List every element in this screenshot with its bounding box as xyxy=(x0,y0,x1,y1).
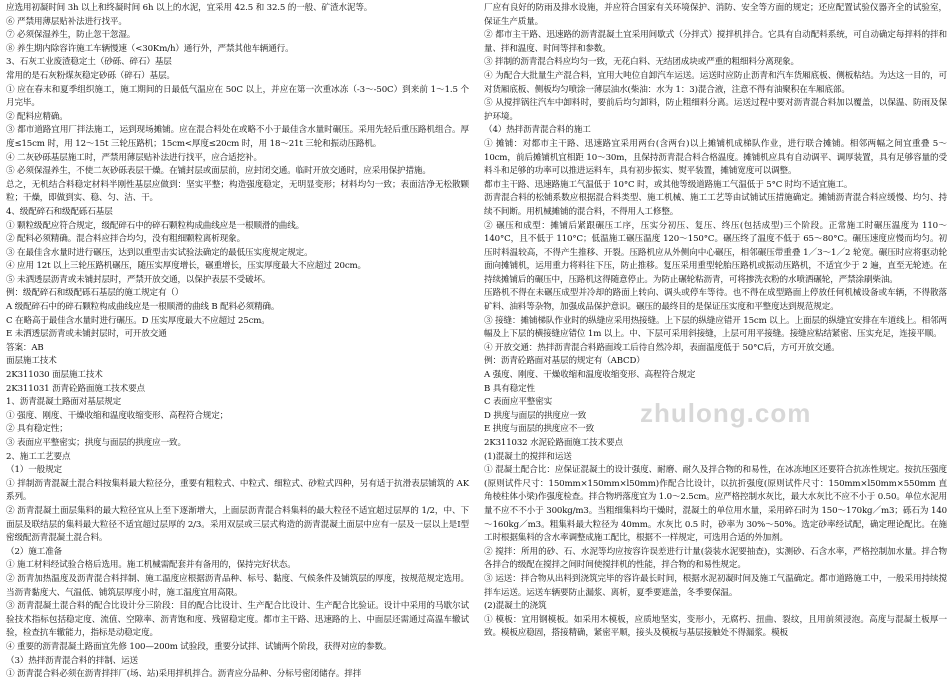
left-paragraph: 总之，无机结合料稳定材料半刚性基层应做到：坚实平整；构造强度稳定，无明显变形；材料均匀一致；表面洁净无松散颗粒；干燥，即做到实、稳、匀、洁、干。 xyxy=(6,179,469,204)
left-paragraph: （1）一般规定 xyxy=(6,465,62,476)
right-text-column xyxy=(484,2,947,670)
left-paragraph: 例：级配碎石和级配砾石基层的施工规定有（） xyxy=(6,288,184,299)
left-paragraph: 2、施工工艺要点 xyxy=(6,451,71,462)
left-paragraph: ④ 二灰砂砾基层施工时，严禁用薄层贴补法进行找平，应合适挖补。 xyxy=(6,152,262,163)
right-paragraph: ⑤ 从搅拌锅往汽车中卸料时，要前后均匀卸料，防止粗细料分离。运送过程中要对沥青混合料加以覆盖，以保温、防雨及保护环境。 xyxy=(484,98,947,122)
right-paragraph: ③ 接缝：摊铺梯队作业时的纵缝应采用热接缝。上下层的纵缝应错开 15cm 以上。上面层的纵缝宜安排在车道线上。相邻两幅及上下层的横接缝应错位 1m 以上。中、下层可采用斜接缝，上层可用平接缝。接缝应粘结紧密、压实充足，连接平顺。 xyxy=(484,315,947,340)
left-paragraph: ⑤ 未洒透层沥青或未铺封层时，严禁开放交通，以保护表层不受破坏。 xyxy=(6,274,271,285)
right-paragraph: 厂应有良好的防雨及排水设施，并应符合国家有关环境保护、消防、安全等方面的规定；还应配置试验仪器齐全的试验室，保证生产质量。 xyxy=(484,3,947,27)
left-paragraph: ① 拌制沥青混凝土混合料按集料最大粒径分，重要有粗粒式、中粒式、细粒式、砂粒式四种，另有适于抗滑表层铺筑的 AK 系列。 xyxy=(6,478,469,503)
left-paragraph: ③ 表面应平整密实；拱度与面层的拱度应一致。 xyxy=(6,438,186,448)
right-paragraph: ① 模板：宜用钢模板。如采用木模板，应质地坚实，变形小，无腐朽、扭曲、裂纹，且用前须浸泡。高度与混凝土板厚一致。模板应稳固，搭接精确，紧密平顺，接头及模板与基层接触处不得漏浆。模板 xyxy=(484,614,947,639)
left-paragraph: ③ 沥青混凝土混合料的配合比设计分三阶段：目的配合比设计、生产配合比设计、生产配合比验证。设计中采用的马歇尔试验技术指标包括稳定度、流值、空隙率、沥青饱和度、残留稳定度。都市主干路、迅速路的上、中面层还需通过高温车辙试验，检查抗车辙能力，指标是动稳定度。 xyxy=(6,601,469,639)
left-paragraph: ④ 应用 12t 以上三轮压路机碾压，随压实厚度增长，碾重增长，压实厚度最大不应超过 20cm。 xyxy=(6,261,366,272)
left-text-column xyxy=(6,2,469,680)
left-paragraph: 应选用初凝时间 3h 以上和终凝时间 6h 以上的水泥，宜采用 42.5 和 32.5 的一般、矿渣水泥等。 xyxy=(6,3,373,13)
left-paragraph: ② 沥青混凝土面层集料的最大粒径宜从上至下逐渐增大，上面层沥青混合料集料的最大粒径不适宜超过层厚的 1/2，中、下面层及联结层的集料最大粒径不适宜超过层厚的 2/3。采用双层或三层式构造的沥青混凝土面层中应有一层及一层以上是Ⅰ型密级配沥青混凝土混合料。 xyxy=(6,505,469,544)
left-paragraph: ⑤ 必须保湿养生，不使二灰砂砾表层干燥。在铺封层或面层前，应封闭交通。临时开放交通时，应采用保护措施。 xyxy=(6,166,431,177)
left-paragraph: ① 强度、刚度、干燥收缩和温度收缩变形、高程符合规定； xyxy=(6,410,229,421)
left-paragraph: ① 颗粒级配应符合规定，级配碎石中的碎石颗粒构成曲线应是一根顺滑的曲线。 xyxy=(6,220,305,231)
right-paragraph: B 具有稳定性 xyxy=(484,383,535,394)
right-paragraph: ④ 开放交通：热拌沥青混合料路面竣工后待自然冷却，表面温度低于 50°C后，方可开放交通。 xyxy=(484,342,840,353)
right-paragraph: （4）热拌沥青混合料的施工 xyxy=(484,125,591,136)
left-paragraph: A 级配碎石中的碎石颗粒构成曲线应是一根顺滑的曲线 B 配料必须精确。 xyxy=(6,302,280,313)
left-paragraph: ③ 在最佳含水量时进行碾压，达到以重型击实试验法确定的最低压实度规定规定。 xyxy=(6,247,313,258)
right-paragraph: ④ 为配合大批量生产混合料，宜用大吨位自卸汽车运送。运送时应防止沥青和汽车货厢底板、侧板粘结。为达这一目的，可对货厢底板、侧板均匀喷涂一薄层油水(柴油：水为 1：3)混合液，注意不得有油聚积在车厢底部。 xyxy=(484,70,947,95)
left-paragraph: ② 配料应精确。 xyxy=(6,111,68,122)
left-paragraph: 4、级配碎石和级配砾石基层 xyxy=(6,206,113,217)
left-paragraph: ⑧ 养生期内除容许施工车辆慢速（<30Km/h）通行外，严禁其他车辆通行。 xyxy=(6,43,294,54)
watermark: zhulong.com xyxy=(640,398,812,428)
right-paragraph: 都市主干路、迅速路施工气温低于 10°C 时，或其他等级道路施工气温低于 5°C 时均不适宜施工。 xyxy=(484,179,853,190)
right-paragraph: ② 都市主干路、迅速路的沥青混凝土宜采用间歇式（分拌式）搅拌机拌合。它具有自动配料系统，可自动确定每拌料的拌和量、拌和温度、时间等拌和参数。 xyxy=(484,30,947,54)
left-paragraph: ① 沥青混合料必须在沥青拌拌厂(场、站)采用拌机拌合。沥青应分品种、分标号密闭储存。拌拌 xyxy=(6,669,362,680)
left-paragraph: ② 具有稳定性； xyxy=(6,424,68,435)
right-paragraph: 压路机不得在未碾压成型并冷却的路面上转向、调头或停车等待。也不得在成型路面上停放任何机械设备或车辆，不得散落矿料、油料等杂物，加强成品保护意识。碾压的最终目的是保证压实度和平整度达到规范规定。 xyxy=(484,288,947,313)
left-paragraph: 2K311031 沥青砼路面施工技术要点 xyxy=(6,383,145,394)
right-paragraph: A 强度、刚度、干燥收缩和温度收缩变形、高程符合规定 xyxy=(484,370,696,381)
left-paragraph: C 在略高于最佳含水量时进行碾压。D 压实厚度最大不应超过 25cm。 xyxy=(6,315,270,326)
left-paragraph: ① 应在春末和夏季组织施工，施工期间的日最低气温应在 50C 以上，并应在第一次重冰冻（-3～-50C）到来前 1～1.5 个月完毕。 xyxy=(6,84,469,109)
right-paragraph: ③ 拌制的沥青混合料应均匀一致，无花白料、无结团成块或严重的粗细料分离现象。 xyxy=(484,57,800,68)
left-paragraph: ② 沥青加热温度及沥青混合料拌制、施工温度应根据沥青品种、标号、黏度、气候条件及铺筑层的厚度，按规范规定选用。当沥青黏度大、气温低、铺筑层厚度小时，施工温度宜用高限。 xyxy=(6,573,469,598)
right-paragraph: ① 混凝土配合比：应保证混凝土的设计强度、耐磨、耐久及拌合物的和易性，在冰冻地区还要符合抗冻性规定。按抗压强度(原则试件尺寸：150mm×150mm×l50mm)作配合比设计，以抗折强度(原则试件尺寸：150mm×l50mm×550mm 直角棱柱体小梁)作强度检查。拌合物坍落度宜为 1.0～2.5cm。应严格控制水灰比，最大水灰比不应不小于 0.50。单位水泥用量不应不不小于 300kg/m3。当粗细集料均干燥时，混凝土的单位用水量，采用碎石时为 150～170kg／m3；砾石为 140～160kg／m3。粗集料最大粒径为 40mm。水灰比 0.5 时，砂率为 30%～50%。选定砂率经试配，确定理论配比。在施工时根据集料的含水率调整成施工配比，根据不一样规定，可选用合适的外加剂。 xyxy=(484,465,947,544)
left-paragraph: 1、沥青混凝土路面对基层规定 xyxy=(6,397,122,408)
left-paragraph: 2K311030 面层施工技术 xyxy=(6,370,103,381)
right-paragraph: 沥青混合料的松铺系数应根据混合料类型、施工机械、施工工艺等由试铺试压措施确定。摊铺沥青混合料应缓慢、均匀、持续不间断。用机械摊铺的混合料，不得用人工修整。 xyxy=(484,193,947,217)
right-paragraph: ② 碾压和成型：摊铺后紧跟碾压工序，压实分初压、复压、终压(包括成型)三个阶段。正常施工时碾压温度为 110～140°C，且不低于 110°C；低温施工碾压温度 120～150°C。碾压终了温度不低于 65～80°C。碾压速度应慢而均匀。初压时料温较高，不得产生推移、开裂。压路机应从外侧向中心碾压，相邻碾压带重叠 1／3～1／2 轮宽。碾压时应将驱动轮面向摊铺机，运用重力将料往下压，防止推移。复压采用重型轮胎压路机或振动压路机，不适宜少于 2 遍，直至无轮迹。在持续摊铺后的碾压中，压路机这得随意停止。为防止碾轮粘沥青，可将掺洗衣粉的水喷洒碾轮，严禁涂刷柴油。 xyxy=(484,220,947,285)
right-paragraph: ① 摊铺：对都市主干路、迅速路宜采用两台(含两台)以上摊铺机成梯队作业，进行联合摊铺。相邻两幅之间宜重叠 5～10cm，前后摊铺机宜相距 10～30m，且保持沥青混合料合格温度。摊铺机应具有自动调平、调厚装置，具有足够容量的受料斗和足够的功率可以推进运料车，具有初步振实、熨平装置，摊铺宽度可以调整。 xyxy=(484,138,947,177)
right-paragraph: ③ 运送：拌合物从出料到浇筑完毕的容许最长时间，根据水泥初凝时间及施工气温确定。都市道路施工中，一般采用持续搅拌车运送。运送车辆要防止漏浆、离析，夏季要遮盖，冬季要保温。 xyxy=(484,573,947,598)
left-paragraph: ③ 都市道路宜用厂拌法施工，运到现场摊铺。应在混合料处在或略不小于最佳含水量时碾压。采用先轻后重压路机组合。厚度≤15cm 时，用 12～15t 三轮压路机；15cm<厚度≤20cm 时，用 18～21t 三轮和振动压路机。 xyxy=(6,125,469,149)
right-paragraph: D 拱度与面层的拱度应一致 xyxy=(484,410,587,421)
left-paragraph: 常用的是石灰粉煤灰稳定砂砾（碎石）基层。 xyxy=(6,70,175,81)
left-paragraph: ② 配料必须精确。混合料应拌合均匀，没有粗细颗粒离析现象。 xyxy=(6,234,246,245)
right-paragraph: 例：沥青砼路面对基层的规定有（ABCD） xyxy=(484,356,645,367)
left-paragraph: ⑥ 严禁用薄层贴补法进行找平。 xyxy=(6,16,127,27)
right-paragraph: E 拱度与面层的拱度应不一致 xyxy=(484,424,595,435)
left-paragraph: ⑦ 必须保湿养生，防止忽干忽湿。 xyxy=(6,30,136,41)
left-paragraph: （2）施工准备 xyxy=(6,546,62,557)
left-paragraph: ① 施工材料经试验合格后选用。施工机械需配套并有备用的，保持完好状态。 xyxy=(6,560,296,571)
left-paragraph: 3、石灰工业废渣稳定土（砂砾、碎石）基层 xyxy=(6,57,172,68)
left-paragraph: （3）热拌沥青混合料的拌制、运送 xyxy=(6,655,138,666)
left-paragraph: E 未洒透层沥青或未铺封层时，可开放交通 xyxy=(6,329,167,340)
right-paragraph: ② 搅拌：所用的砂、石、水泥等均应按容许误差进行计量(袋装水泥要抽查)，实测砂、石含水率，严格控制加水量。拌合物各拌合的级配在搅拌之间时间使搅拌机的性能，拌合物的和易性规定。 xyxy=(484,546,947,571)
left-paragraph: ④ 重要的沥青混凝土路面宜先修 100—200m 试验段，重要分试拌、试铺两个阶段，获得对应的参数。 xyxy=(6,641,392,652)
right-paragraph: 2K311032 水泥砼路面施工技术要点 xyxy=(484,438,623,448)
right-paragraph: C 表面应平整密实 xyxy=(484,397,553,408)
left-paragraph: 面层施工技术 xyxy=(6,356,57,367)
left-paragraph: 答案：AB xyxy=(6,342,44,353)
right-paragraph: (1)混凝土的搅拌和运送 xyxy=(484,451,572,462)
right-paragraph: (2)混凝土的浇筑 xyxy=(484,601,547,612)
